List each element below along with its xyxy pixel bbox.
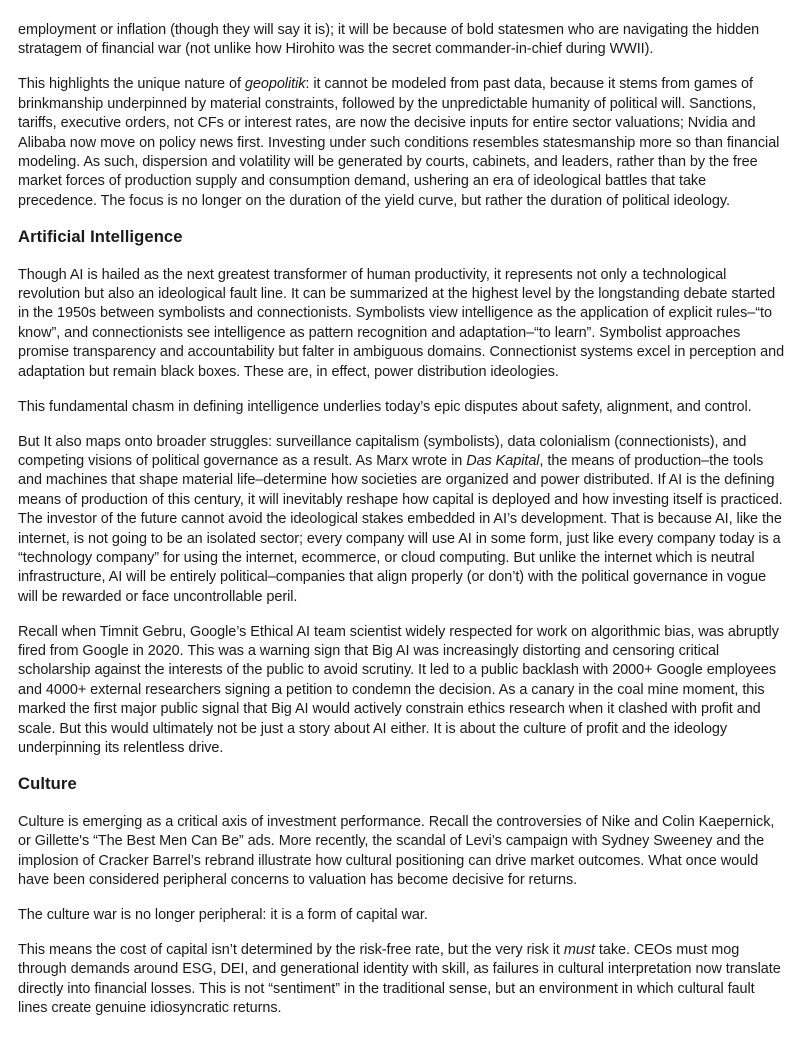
paragraph-ai-2: This fundamental chasm in defining intelligence underlies today’s epic disputes about safety, alignment, and control.: [18, 398, 752, 415]
paragraph-text: take. CEOs must mog through demands around ESG, DEI, and generational identity with skill, as failures in cultural interpretation now translate directly into financial losses. This is not “sentiment” in the traditional sense, but an environment in which cultural fault lines create genuine idiosyncratic returns.: [18, 942, 781, 1017]
paragraph-text: , the means of production–the tools and machines that shape material life–determine how societies are organized and power distributed. If AI is the defining means of production of this century, it will inevitably reshape how capital is deployed and how investing itself is practiced. The investor of the future cannot avoid the ideological stakes embedded in AI’s development. That is because AI, like the internet, is not going to be an isolated sector; every company will use AI in some form, just like every company today is a “technology company” for using the internet, ecommerce, or cloud computing. But unlike the internet which is neutral infrastructure, AI will be entirely political–companies that align properly (or don’t) with the political governance in vogue will be rewarded or face uncontrollable peril.: [18, 452, 783, 605]
article-body: [18, 21, 788, 1034]
paragraph-text: : it cannot be modeled from past data, because it stems from games of brinkmanship underpinned by material constraints, followed by the unpredictable humanity of political will. Sanctions, tariffs, executive orders, not CFs or interest rates, are now the decisive inputs for entire sector valuations; Nvidia and Alibaba now move on policy news first. Investing under such conditions resembles statesmanship more so than financial modeling. As such, dispersion and volatility will be generated by courts, cabinets, and leaders, rather than by the free market forces of production supply and consumption demand, ushering an era of ideological battles that take precedence. The focus is no longer on the duration of the yield curve, but rather the duration of political ideology.: [18, 76, 780, 209]
paragraph-text: This means the cost of capital isn’t determined by the risk-free rate, but the very risk it: [18, 942, 564, 959]
paragraph-culture-2: The culture war is no longer peripheral: it is a form of capital war.: [18, 907, 428, 924]
paragraph-culture-1: Culture is emerging as a critical axis of investment performance. Recall the controversies of Nike and Colin Kaepernick, or Gillette's “The Best Men Can Be” ads. More recently, the scandal of Levi’s campaign with Sydney Sweeney and the implosion of Cracker Barrel’s rebrand illustrate how cultural positioning can drive market outcomes. What once would have been considered peripheral concerns to valuation has become decisive for returns.: [18, 814, 775, 889]
paragraph-ai-4: Recall when Timnit Gebru, Google’s Ethical AI team scientist widely respected for work on algorithmic bias, was abruptly fired from Google in 2020. This was a warning sign that Big AI was increasingly distorting and censoring critical scholarship against the interests of the public to avoid scrutiny. It led to a public backlash with 2000+ Google employees and 4000+ external researchers signing a petition to condemn the decision. As a canary in the coal mine moment, this marked the first major public signal that Big AI would actively constrain ethics research when it clashed with profit and scale. But this would ultimately not be just a story about AI either. It is about the culture of profit and the ideology underpinning its relentless drive.: [18, 623, 779, 757]
paragraph-ai-1: Though AI is hailed as the next greatest transformer of human productivity, it represents not only a technological revolution but also an ideological fault line. It can be summarized at the highest level by the longstanding debate started in the 1950s between symbolists and connectionists. Symbolists view intelligence as the application of explicit rules–“to know”, and connectionists see intelligence as pattern recognition and adaptation–“to learn”. Symbolist approaches promise transparency and accountability but falter in ambiguous domains. Connectionist systems excel in perception and adaptation but remain black boxes. These are, in effect, power distribution ideologies.: [18, 266, 785, 380]
paragraph-text: But It also maps onto broader struggles: surveillance capitalism (symbolists), data colonialism (connectionists), and competing visions of political governance as a result. As Marx wrote in: [18, 433, 747, 469]
paragraph-geopolitik: [18, 75, 788, 211]
emphasis-das-kapital: Das Kapital: [466, 452, 540, 469]
section-heading-culture: Culture: [18, 774, 77, 793]
section-heading-ai: Artificial Intelligence: [18, 226, 183, 246]
paragraph-intro-1: employment or inflation (though they will say it is); it will be because of bold statesmen who are navigating the hidden stratagem of financial war (not unlike how Hirohito was the secret commander-in-chief during WWII).: [18, 22, 760, 58]
paragraph-ai-3: [18, 433, 788, 608]
emphasis-must: must: [563, 942, 595, 959]
emphasis-geopolitik: geopolitik: [244, 76, 306, 93]
paragraph-text: This highlights the unique nature of: [18, 76, 245, 93]
paragraph-culture-3: [18, 941, 788, 1019]
